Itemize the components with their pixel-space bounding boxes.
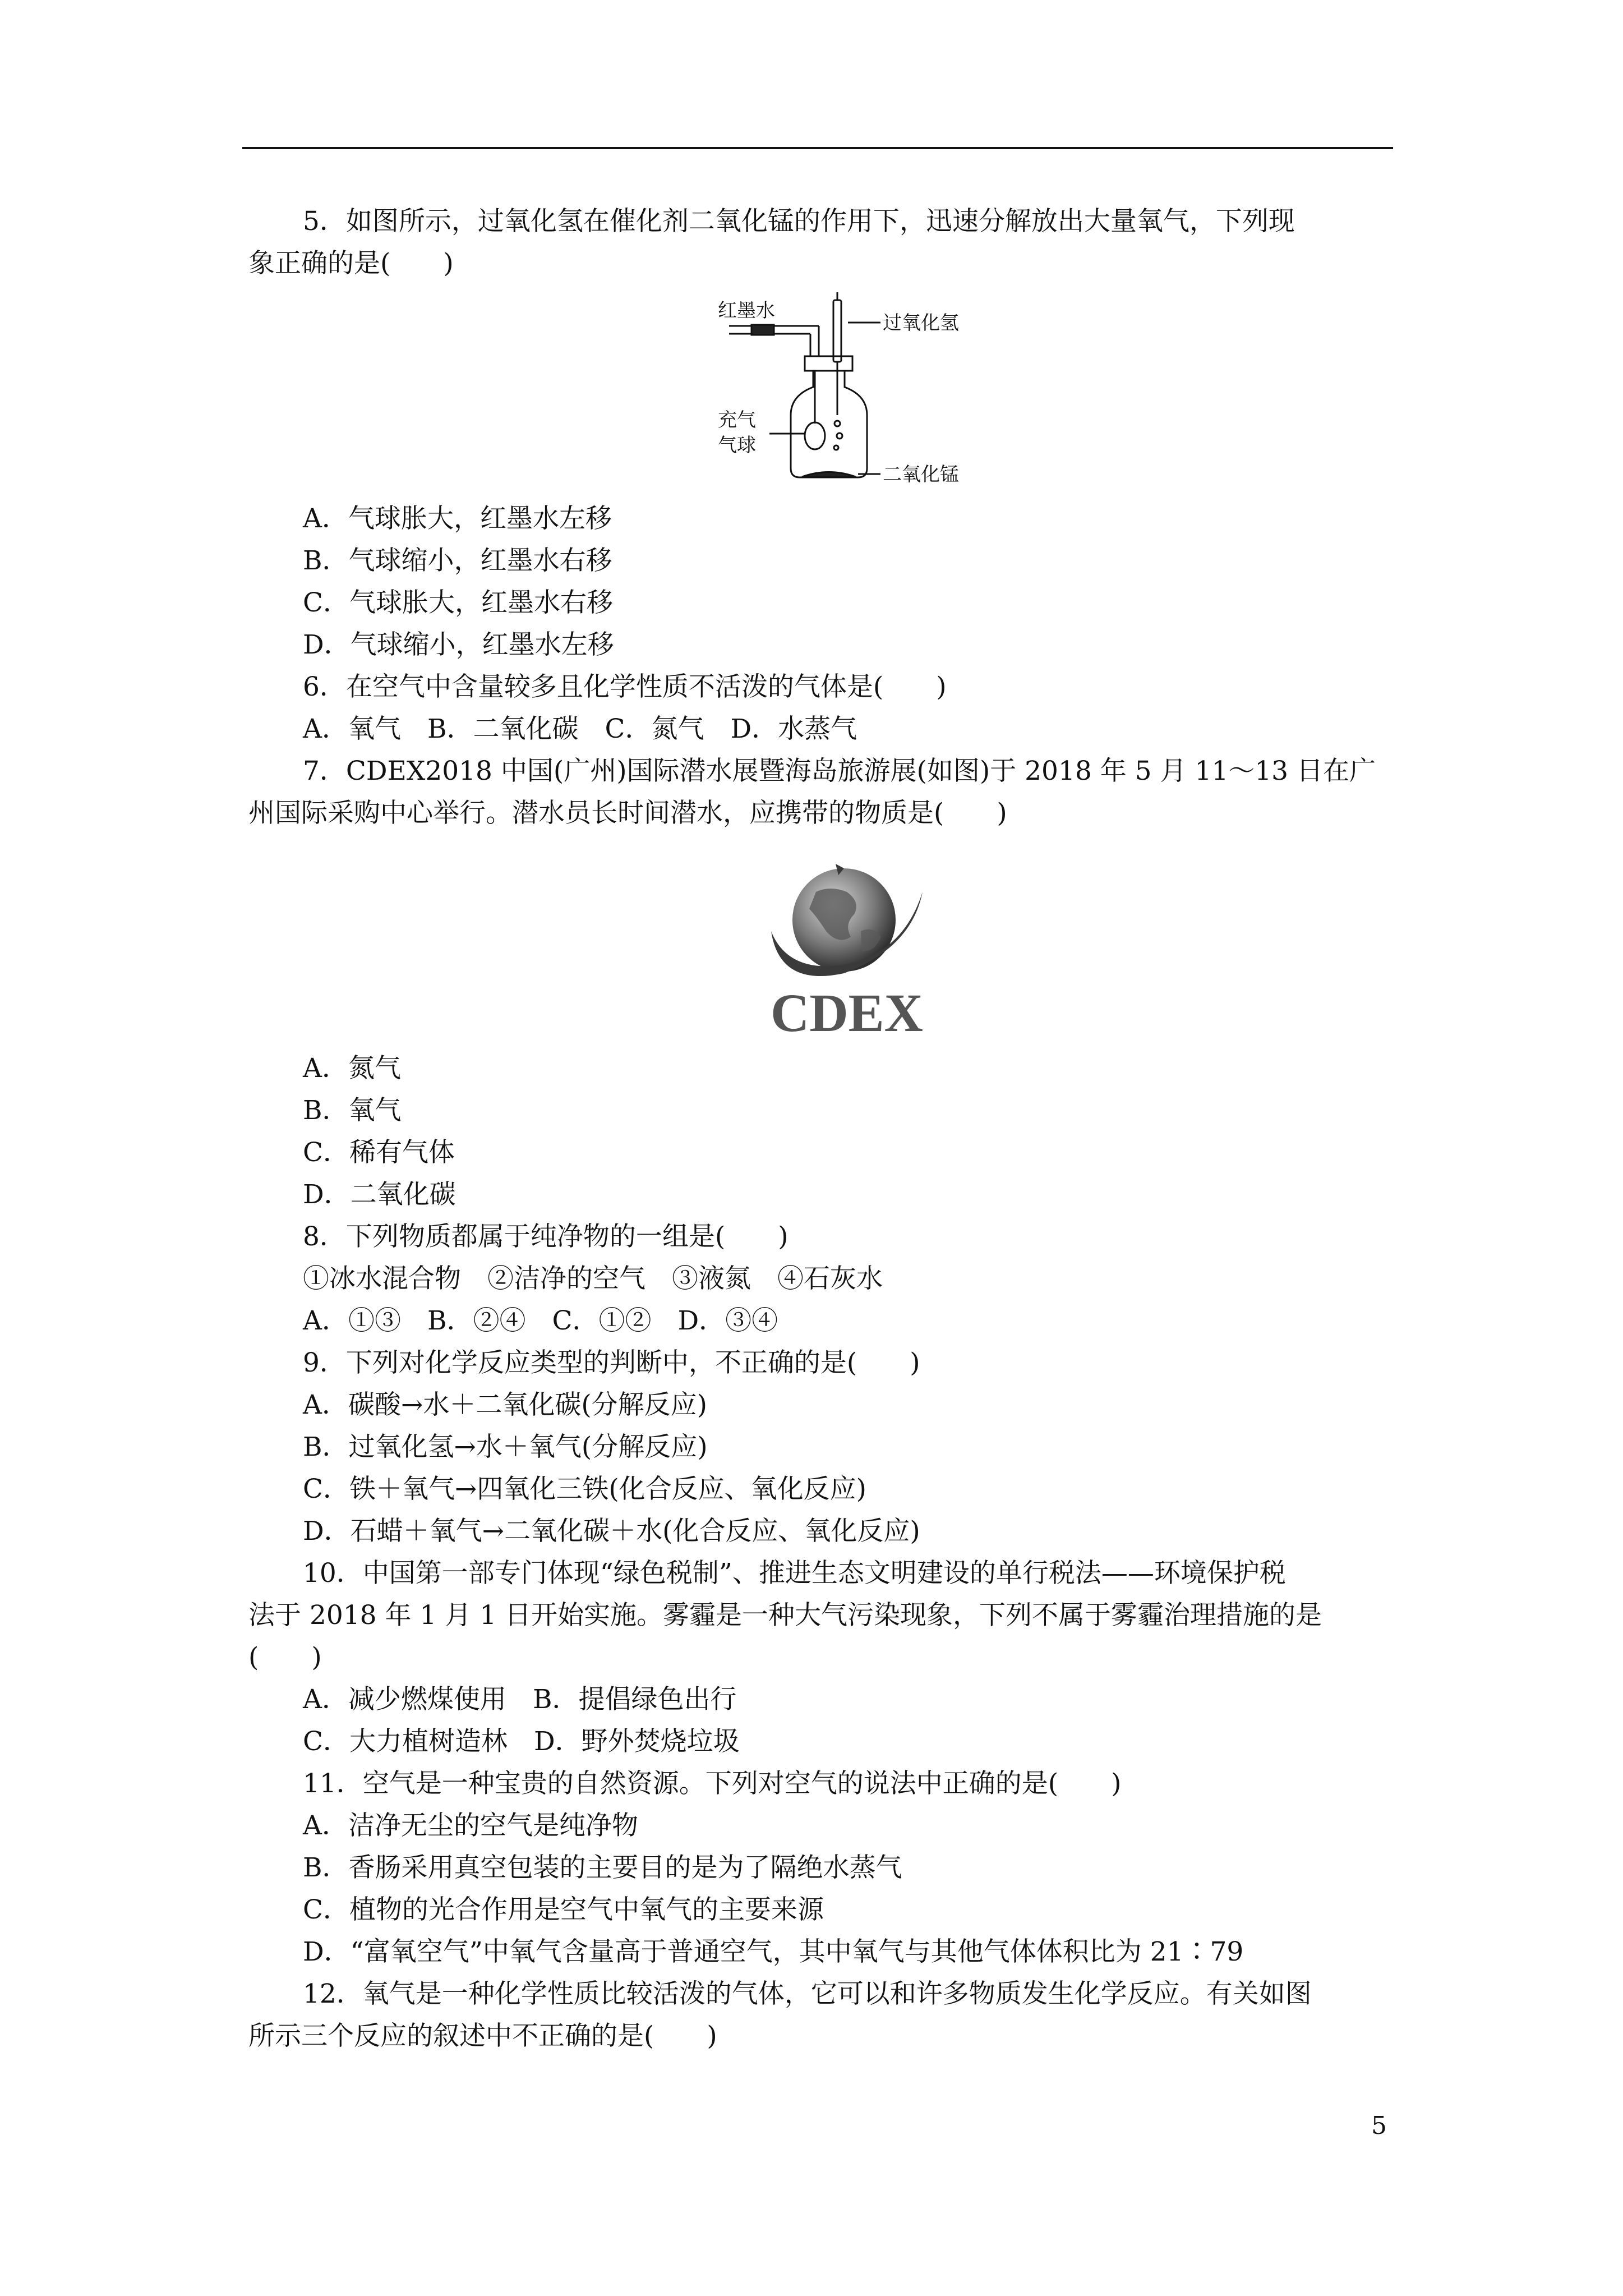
q8-stem: 8．下列物质都属于纯净物的一组是( ) <box>303 1221 789 1252</box>
q10-stem-line2: 法于 2018 年 1 月 1 日开始实施。雾霾是一种大气污染现象，下列不属于雾霾治理措施的是 <box>248 1600 1322 1631</box>
q12-stem-line1: 12．氧气是一种化学性质比较活泼的气体，它可以和许多物质发生化学反应。有关如图 <box>303 1978 1312 2009</box>
cdex-logo <box>754 853 939 1038</box>
q10-options-line2: C．大力植树造林 D．野外焚烧垃圾 <box>303 1726 740 1757</box>
q9-stem: 9．下列对化学反应类型的判断中，不正确的是( ) <box>303 1347 920 1378</box>
q9-option-a: A．碳酸→水＋二氧化碳(分解反应) <box>303 1389 707 1420</box>
balloon <box>805 422 825 449</box>
stopper <box>805 356 852 371</box>
q11-option-b: B．香肠采用真空包装的主要目的是为了隔绝水蒸气 <box>303 1852 902 1883</box>
logo-text: CDEX <box>770 983 924 1038</box>
q9-option-d: D．石蜡＋氧气→二氧化碳＋水(化合反应、氧化反应) <box>303 1516 920 1547</box>
q11-stem: 11．空气是一种宝贵的自然资源。下列对空气的说法中正确的是( ) <box>303 1768 1122 1799</box>
page-number: 5 <box>1371 2111 1387 2140</box>
manganese-dioxide <box>802 472 856 477</box>
q8-items: ①冰水混合物 ②洁净的空气 ③液氮 ④石灰水 <box>303 1263 883 1294</box>
q5-option-c: C．气球胀大，红墨水右移 <box>303 587 613 618</box>
q7-stem-line2: 州国际采购中心举行。潜水员长时间潜水，应携带的物质是( ) <box>248 798 1007 829</box>
q11-option-c: C．植物的光合作用是空气中氧气的主要来源 <box>303 1894 824 1925</box>
q5-stem-line2: 象正确的是( ) <box>248 248 454 279</box>
q9-option-c: C．铁＋氧气→四氧化三铁(化合反应、氧化反应) <box>303 1474 867 1504</box>
q6-options: A．氧气 B．二氧化碳 C．氮气 D．水蒸气 <box>303 714 857 744</box>
q10-stem-line1: 10．中国第一部专门体现“绿色税制”、推进生态文明建设的单行税法——环境保护税 <box>303 1558 1286 1589</box>
q7-option-b: B．氧气 <box>303 1095 402 1126</box>
q5-option-d: D．气球缩小，红墨水左移 <box>303 629 614 660</box>
q9-option-b: B．过氧化氢→水＋氧气(分解反应) <box>303 1432 708 1462</box>
bottle <box>791 371 867 477</box>
red-ink-drop <box>751 325 774 335</box>
q5-apparatus-figure <box>718 289 987 491</box>
label-hydrogen-peroxide: 过氧化氢 <box>883 312 959 334</box>
label-balloon-1: 充气 <box>718 409 756 431</box>
q5-stem-line1: 5．如图所示，过氧化氢在催化剂二氧化锰的作用下，迅速分解放出大量氧气，下列现 <box>303 206 1295 237</box>
q8-options: A．①③ B．②④ C．①② D．③④ <box>303 1305 778 1336</box>
q10-stem-line3: ( ) <box>248 1642 322 1673</box>
q12-stem-line2: 所示三个反应的叙述中不正确的是( ) <box>248 2021 717 2051</box>
q11-option-a: A．洁净无尘的空气是纯净物 <box>303 1810 638 1841</box>
dropper-tube <box>833 300 841 362</box>
q5-option-a: A．气球胀大，红墨水左移 <box>303 503 612 534</box>
q10-options-line1: A．减少燃煤使用 B．提倡绿色出行 <box>303 1684 737 1715</box>
q7-option-c: C．稀有气体 <box>303 1137 455 1168</box>
q6-stem: 6．在空气中含量较多且化学性质不活泼的气体是( ) <box>303 671 947 702</box>
q11-option-d: D．“富氧空气”中氧气含量高于普通空气，其中氧气与其他气体体积比为 21∶79 <box>303 1936 1244 1967</box>
label-manganese-dioxide: 二氧化锰 <box>883 463 959 486</box>
header-rule <box>242 147 1393 149</box>
label-balloon-2: 气球 <box>718 434 756 457</box>
q5-option-b: B．气球缩小，红墨水右移 <box>303 545 612 576</box>
q7-stem-line1: 7．CDEX2018 中国(广州)国际潜水展暨海岛旅游展(如图)于 2018 年 5 月 11～13 日在广 <box>303 756 1376 786</box>
q7-option-a: A．氮气 <box>303 1053 401 1084</box>
label-red-ink: 红墨水 <box>718 300 775 322</box>
q7-option-d: D．二氧化碳 <box>303 1179 456 1210</box>
